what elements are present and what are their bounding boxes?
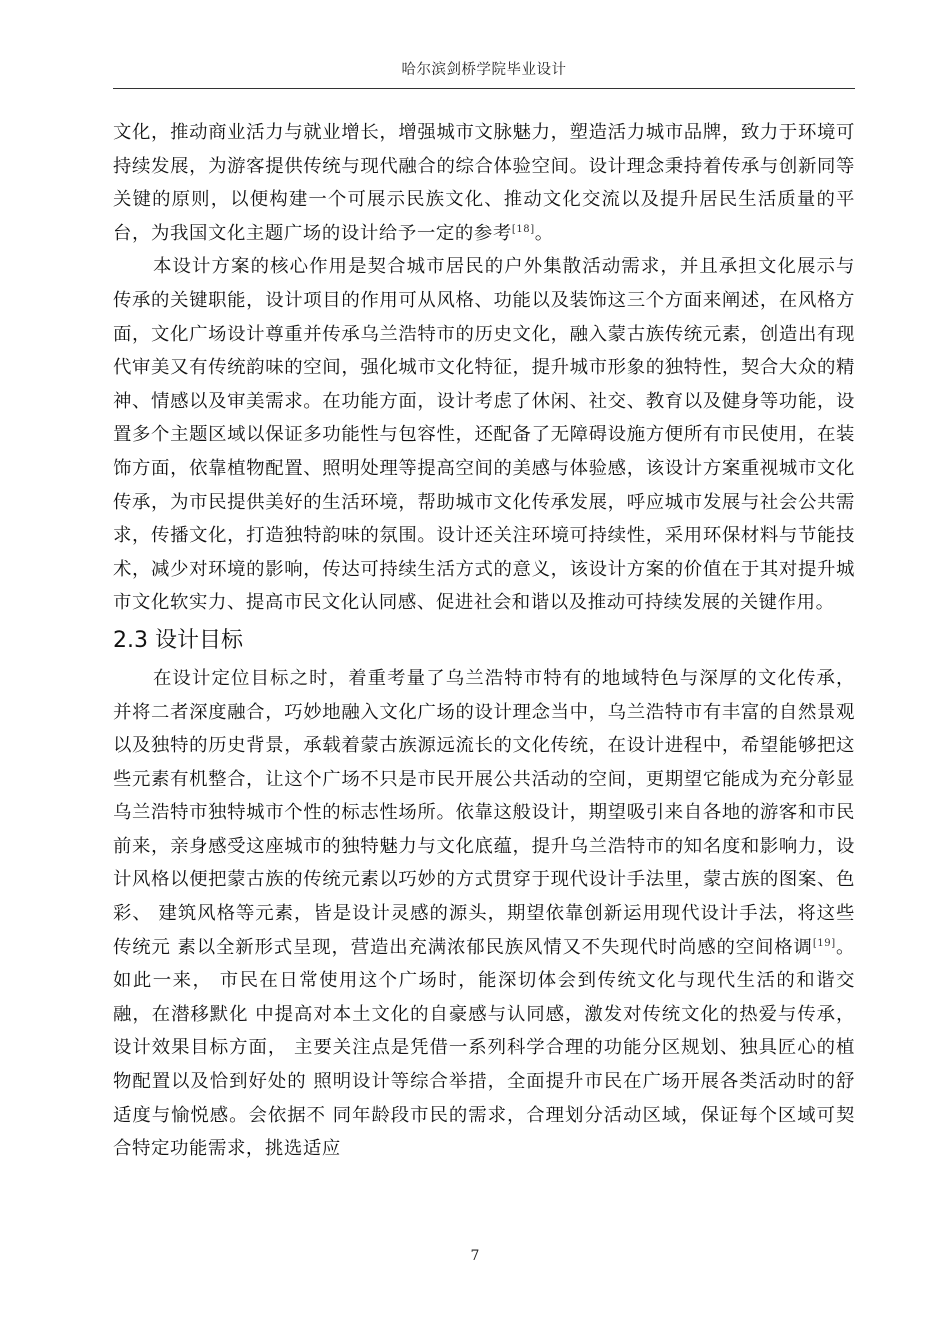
paragraph-3-tail: 。如此一来， 市民在日常使用这个广场时，能深切体会到传统文化与现代生活的和谐交融，在潜移默化 中提高对本土文化的自豪感与认同感，激发对传统文化的热爱与传承，设计效果目标方面， 主要关注点是凭借一系列科学合理的功能分区规划、独具匠心的植物配置以及恰到好处的 照明设计等综合举措，全面提升市民在广场开展各类活动时的舒适度与愉悦感。会依据不 同年龄段市民的需求，合理划分活动区域，保证每个区域可契合特定功能需求，挑选适应 bbox=[113, 936, 856, 1160]
header-divider bbox=[113, 88, 855, 89]
paragraph-3 bbox=[113, 662, 855, 1166]
section-heading: 2.3 设计目标 bbox=[113, 627, 243, 653]
citation-19: [19] bbox=[812, 937, 836, 949]
page-header: 哈尔滨剑桥学院毕业设计 bbox=[401, 62, 567, 78]
page-number: 7 bbox=[470, 1248, 480, 1264]
paragraph-1-tail: 。 bbox=[534, 222, 554, 244]
paragraph-1-text: 文化，推动商业活力与就业增长，增强城市文脉魅力，塑造活力城市品牌，致力于环境可持续发展，为游客提供传统与现代融合的综合体验空间。设计理念秉持着传承与创新同等关键的原则，以便构建一个可展示民族文化、推动文化交流以及提升居民生活质量的平台，为我国文化主题广场的设计给予一定的参考 bbox=[113, 122, 855, 244]
citation-18: [18] bbox=[511, 223, 535, 235]
paragraph-3-text: 在设计定位目标之时，着重考量了乌兰浩特市特有的地域特色与深厚的文化传承，并将二者深度融合，巧妙地融入文化广场的设计理念当中，乌兰浩特市有丰富的自然景观以及独特的历史背景，承载着蒙古族源远流长的文化传统，在设计进程中，希望能够把这些元素有机整合，让这个广场不只是市民开展公共活动的空间，更期望它能成为充分彰显乌兰浩特市独特城市个性的标志性场所。依靠这般设计，期望吸引来自各地的游客和市民前来，亲身感受这座城市的独特魅力与文化底蕴，提升乌兰浩特市的知名度和影响力，设计风格以便把蒙古族的传统元素以巧妙的方式贯穿于现代设计手法里，蒙古族的图案、色彩、 建筑风格等元素，皆是设计灵感的源头，期望依靠创新运用现代设计手法，将这些传统元 素以全新形式呈现，营造出充满浓郁民族风情又不失现代时尚感的空间格调 bbox=[113, 667, 855, 958]
paragraph-2: 本设计方案的核心作用是契合城市居民的户外集散活动需求，并且承担文化展示与传承的关键职能，设计项目的作用可从风格、功能以及装饰这三个方面来阐述，在风格方面，文化广场设计尊重并传承乌兰浩特市的历史文化，融入蒙古族传统元素，创造出有现代审美又有传统韵味的空间，强化城市文化特征，提升城市形象的独特性，契合大众的精神、情感以及审美需求。在功能方面，设计考虑了休闲、社交、教育以及健身等功能，设置多个主题区域以保证多功能性与包容性，还配备了无障碍设施方便所有市民使用，在装饰方面，依靠植物配置、照明处理等提高空间的美感与体验感，该设计方案重视城市文化传承，为市民提供美好的生活环境，帮助城市文化传承发展，呼应城市发展与社会公共需求，传播文化，打造独特韵味的氛围。设计还关注环境可持续性，采用环保材料与节能技术，减少对环境的影响，传达可持续生活方式的意义，该设计方案的价值在于其对提升城市文化软实力、提高市民文化认同感、促进社会和谐以及推动可持续发展的关键作用。 bbox=[113, 256, 855, 614]
paragraph-1 bbox=[113, 116, 855, 250]
body-text bbox=[113, 116, 855, 1166]
